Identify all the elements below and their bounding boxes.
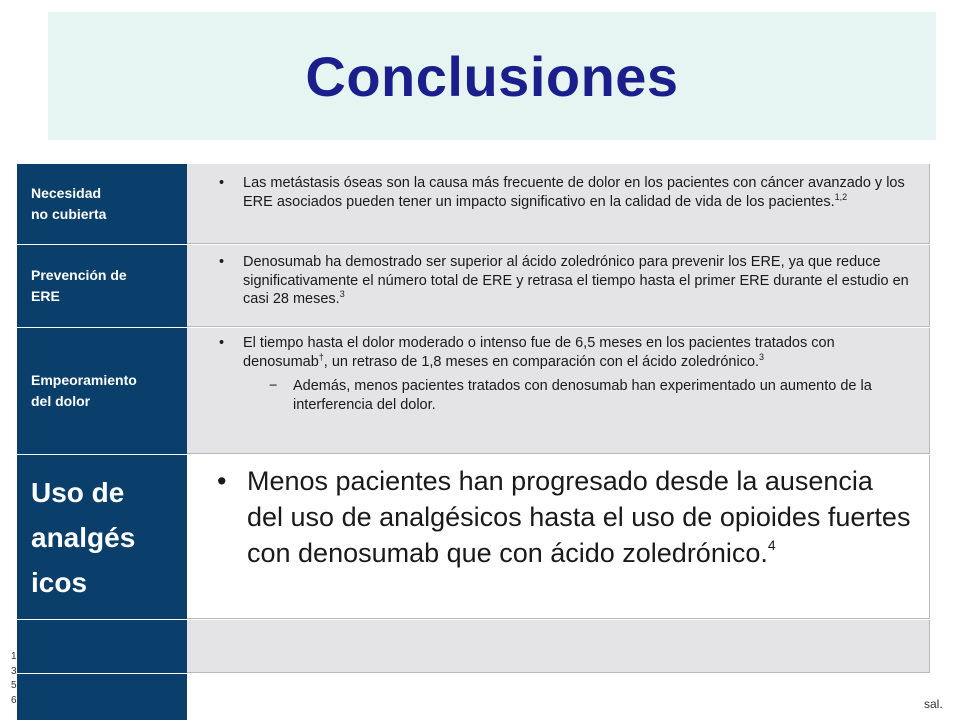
bullet-text: Menos pacientes han progresado desde la ausencia del uso de analgésicos hasta el uso de opioides fuertes con denosumab que con ácido zoledrónico. <box>247 466 911 568</box>
bullet-text: Denosumab ha demostrado ser superior al ácido zoledrónico para prevenir los ERE, ya que reduce significativamente el número total de ERE y retrasa el tiempo hasta el primer ERE durante el estudio en casi 28 meses. <box>243 254 909 307</box>
footnote-number: 5 <box>11 680 17 691</box>
row-label-pain-worsening <box>17 328 187 454</box>
footnote-number: 6 <box>11 694 17 706</box>
footnote-number: 1 <box>11 651 17 662</box>
row-content-analgesic-use <box>187 455 930 619</box>
bullet-item <box>207 334 909 371</box>
bullet-item <box>207 463 913 571</box>
row-label-line: analgés <box>31 521 136 553</box>
row-label-line: del dolor <box>31 393 91 409</box>
row-label-line: ERE <box>31 288 60 304</box>
row-label-analgesic-use <box>17 455 187 619</box>
dagger-superscript: † <box>318 351 324 362</box>
bullet-dot-icon: • <box>219 254 225 270</box>
row-label-empty <box>17 620 187 673</box>
footnote-numbers <box>11 650 17 708</box>
table-row-ere-prevention <box>17 245 930 328</box>
row-label-line: Uso de <box>31 476 125 508</box>
reference-superscript: 3 <box>759 351 765 362</box>
reference-superscript: 4 <box>767 537 776 553</box>
bullet-dot-icon: • <box>219 175 225 191</box>
footnote-tail-text: sal. <box>924 697 943 711</box>
slide-title: Conclusiones <box>305 44 679 108</box>
row-label-line: Prevención de <box>31 267 127 283</box>
table-row-pain-worsening <box>17 328 930 455</box>
reference-superscript: 1,2 <box>834 191 848 202</box>
table-row-unmet-need <box>17 164 930 245</box>
row-label-line: no cubierta <box>31 206 107 222</box>
sub-bullet-item <box>207 377 909 414</box>
table-row-analgesic-use <box>17 455 930 620</box>
sub-bullet-text: Además, menos pacientes tratados con denosumab han experimentado un aumento de la interferencia del dolor. <box>293 378 872 413</box>
row-label-line: Empeoramiento <box>31 372 137 388</box>
footnote-number: 3 <box>11 665 17 677</box>
bullet-text: El tiempo hasta el dolor moderado o intenso fue de 6,5 meses en los pacientes tratados con denosumab <box>243 335 835 370</box>
row-label-ere-prevention <box>17 245 187 327</box>
bullet-dot-icon: • <box>219 335 225 351</box>
row-content-ere-prevention <box>187 245 930 327</box>
bullet-text: Las metástasis óseas son la causa más frecuente de dolor en los pacientes con cáncer avanzado y los ERE asociados pueden tener un impacto significativo en la calidad de vida de los pacientes. <box>243 175 905 210</box>
table-row-empty <box>17 620 930 674</box>
bullet-item <box>207 253 909 309</box>
reference-superscript: 3 <box>339 289 345 299</box>
bullet-text: , un retraso de 1,8 meses en comparación con el ácido zoledrónico. <box>323 353 760 370</box>
title-banner <box>48 12 936 140</box>
bullet-dot-icon: • <box>217 466 227 496</box>
bullet-item <box>207 174 909 211</box>
row-label-line: icos <box>31 566 88 598</box>
row-label-line: Necesidad <box>31 185 102 201</box>
row-content-empty <box>187 620 930 673</box>
dash-icon: − <box>269 378 278 394</box>
row-label-unmet-need <box>17 164 187 244</box>
row-content-pain-worsening <box>187 328 930 454</box>
table-row-partial <box>17 674 187 720</box>
row-content-unmet-need <box>187 164 930 244</box>
